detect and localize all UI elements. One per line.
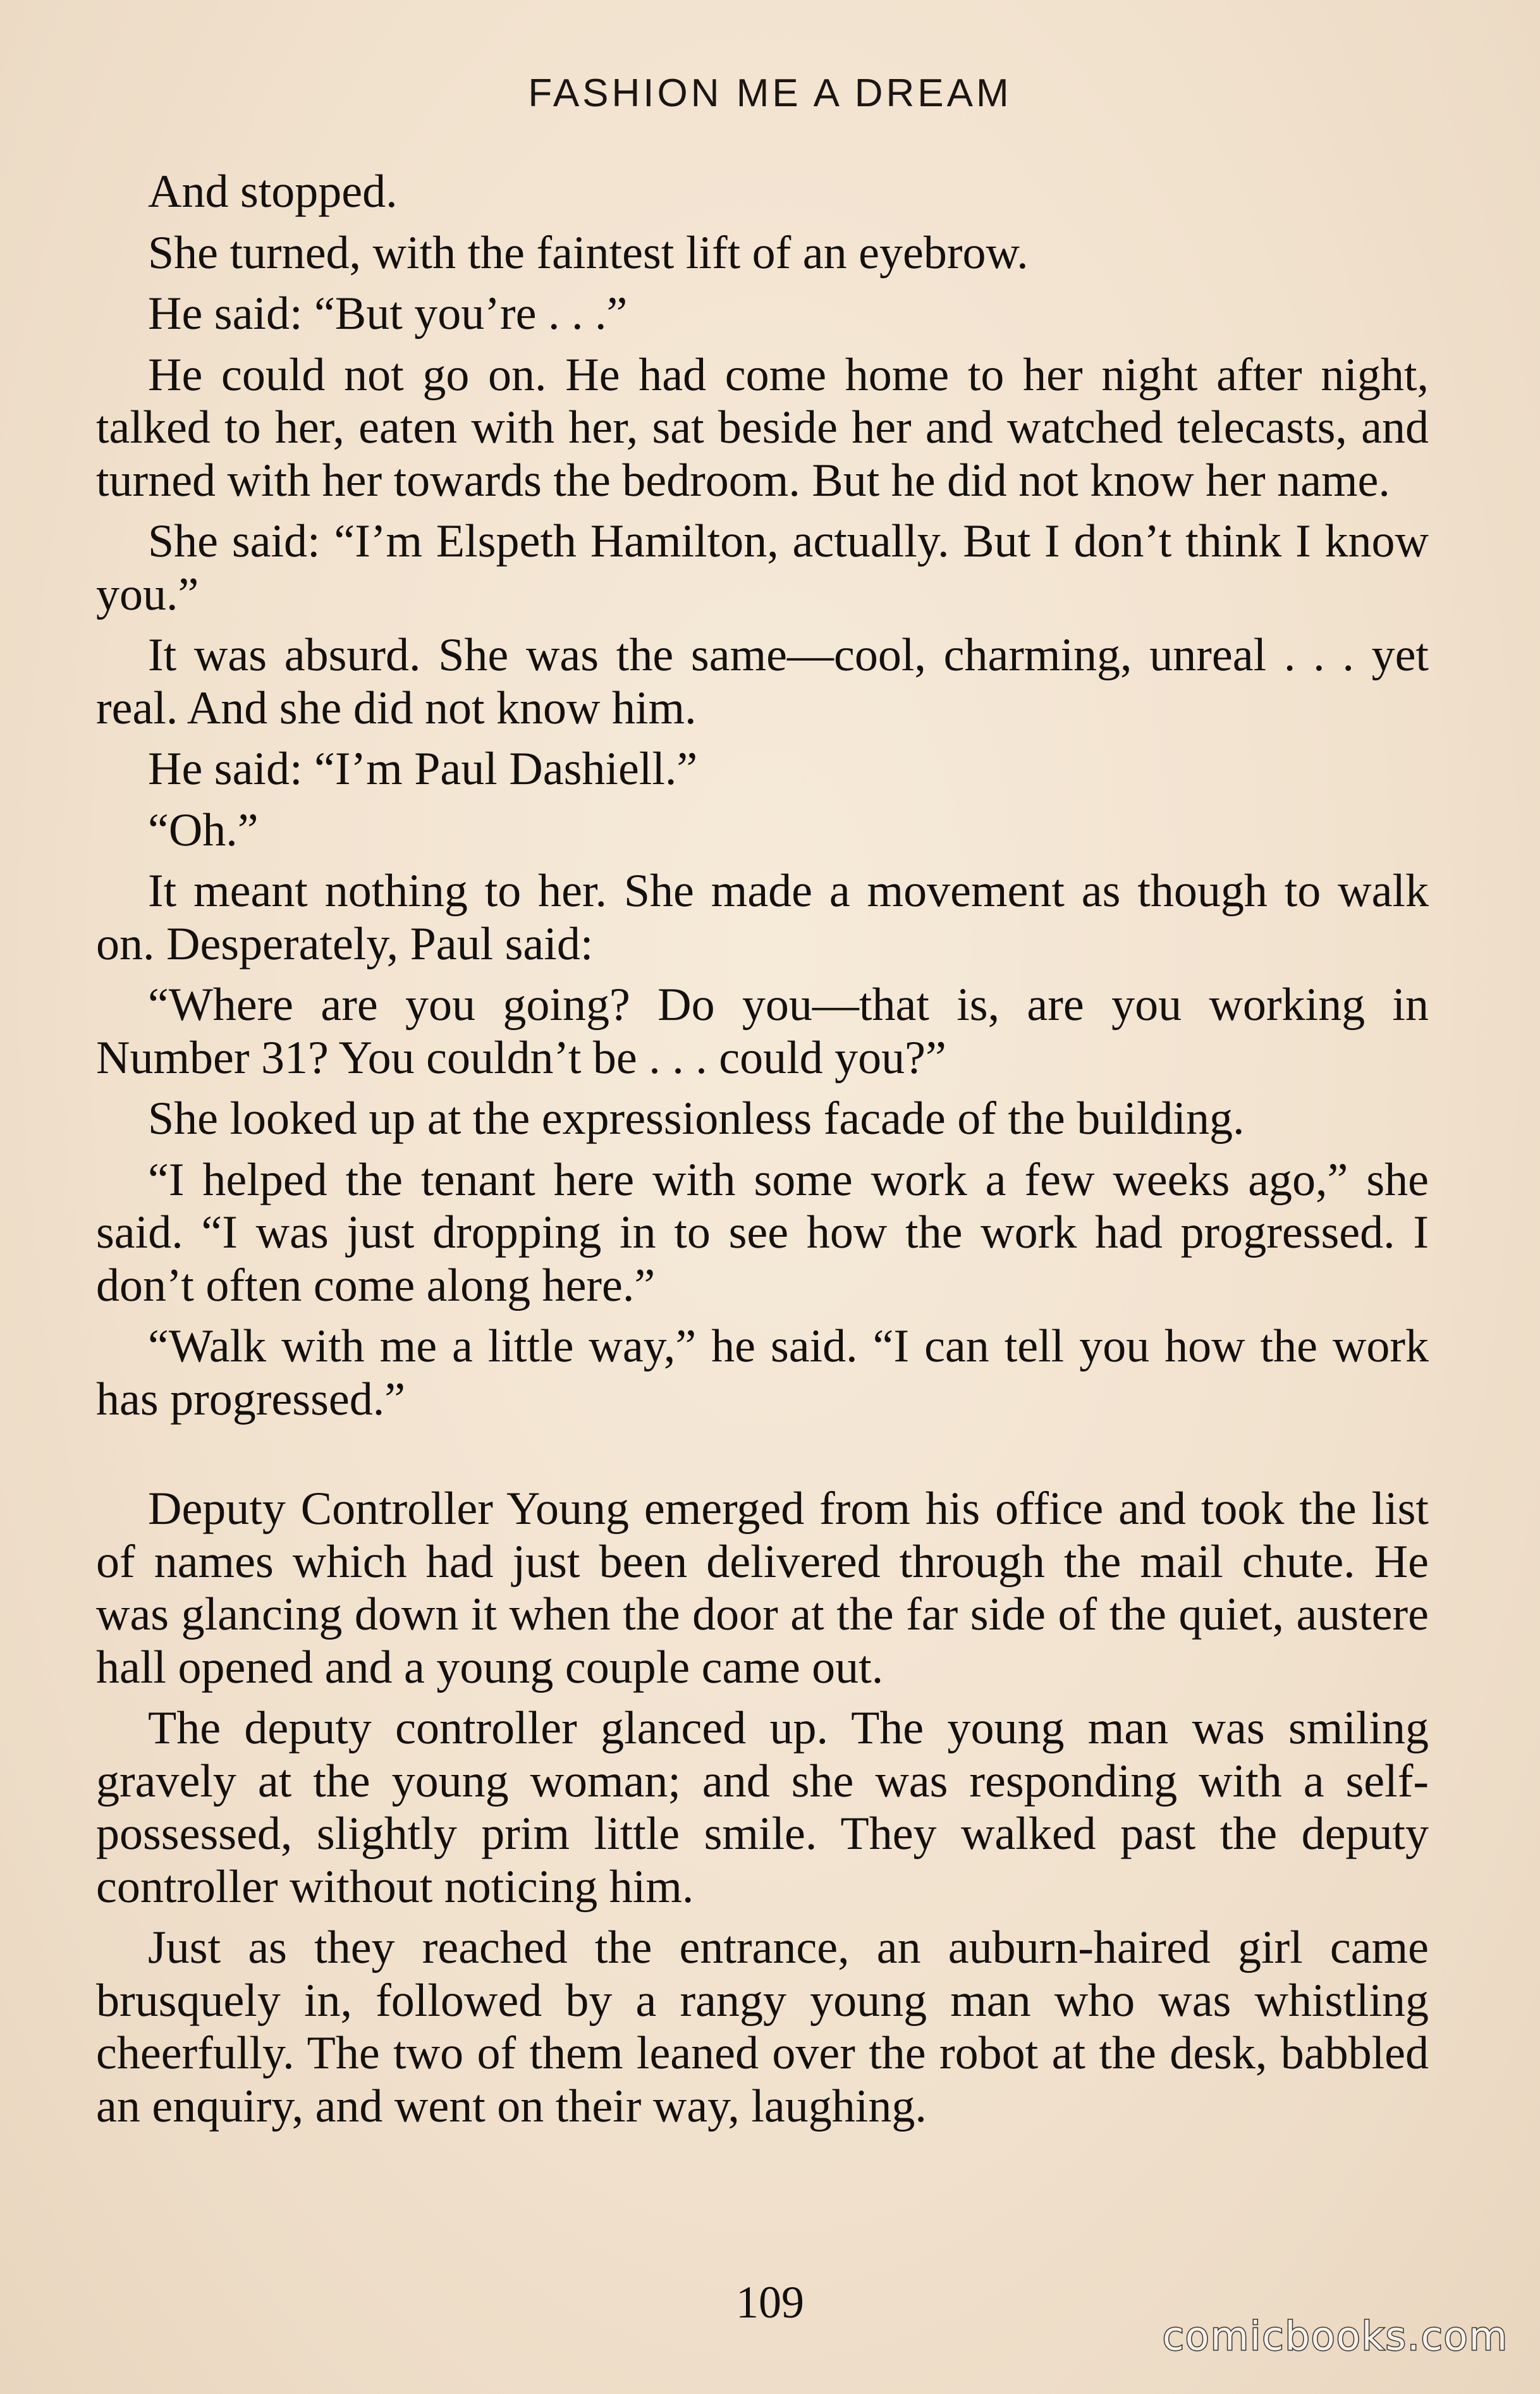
paragraph: “Oh.” <box>148 804 259 856</box>
paragraph: She looked up at the expressionless facade of the building. <box>148 1093 1245 1145</box>
watermark: comicbooks.com <box>1162 2313 1508 2359</box>
paragraph: She said: “I’m Elspeth Hamilton, actually. But I don’t think I know you.” <box>96 515 1429 620</box>
running-head: FASHION ME A DREAM <box>528 71 1012 115</box>
paragraph: “Walk with me a little way,” he said. “I can tell you how the work has progressed.” <box>96 1320 1429 1425</box>
paragraph: The deputy controller glanced up. The young man was smiling gravely at the young woman; and she was responding with a self-possessed, slightly prim little smile. They walked past the deputy controller without noticing him. <box>96 1702 1429 1913</box>
body-text <box>96 166 1429 2141</box>
paragraph: And stopped. <box>148 166 398 218</box>
paragraph: He could not go on. He had come home to her night after night, talked to her, eaten with her, sat beside her and watched telecasts, and turned with her towards the bedroom. But he did not know her name. <box>96 348 1429 506</box>
paragraph: He said: “I’m Paul Dashiell.” <box>148 743 698 795</box>
paragraph: Just as they reached the entrance, an auburn-haired girl came brusquely in, followed by a rangy young man who was whistling cheerfully. The two of them leaned over the robot at the desk, babbled an enquiry, and went on their way, laughing. <box>96 1922 1429 2132</box>
paragraph: Deputy Controller Young emerged from his office and took the list of names which had just been delivered through the mail chute. He was glancing down it when the door at the far side of the quiet, austere hall opened and a young couple came out. <box>96 1483 1429 1693</box>
paragraph: It meant nothing to her. She made a movement as though to walk on. Desperately, Paul said: <box>96 865 1429 970</box>
paragraph: “I helped the tenant here with some work a few weeks ago,” she said. “I was just dropping in to see how the work had progressed. I don’t often come along here.” <box>96 1153 1429 1311</box>
paragraph: He said: “But you’re . . .” <box>148 288 628 340</box>
paragraph: She turned, with the faintest lift of an eyebrow. <box>148 226 1029 279</box>
page-number: 109 <box>736 2277 804 2328</box>
paragraph: It was absurd. She was the same—cool, charming, unreal . . . yet real. And she did not know him. <box>96 629 1429 734</box>
paragraph: “Where are you going? Do you—that is, are you working in Number 31? You couldn’t be . . . could you?” <box>96 979 1429 1084</box>
